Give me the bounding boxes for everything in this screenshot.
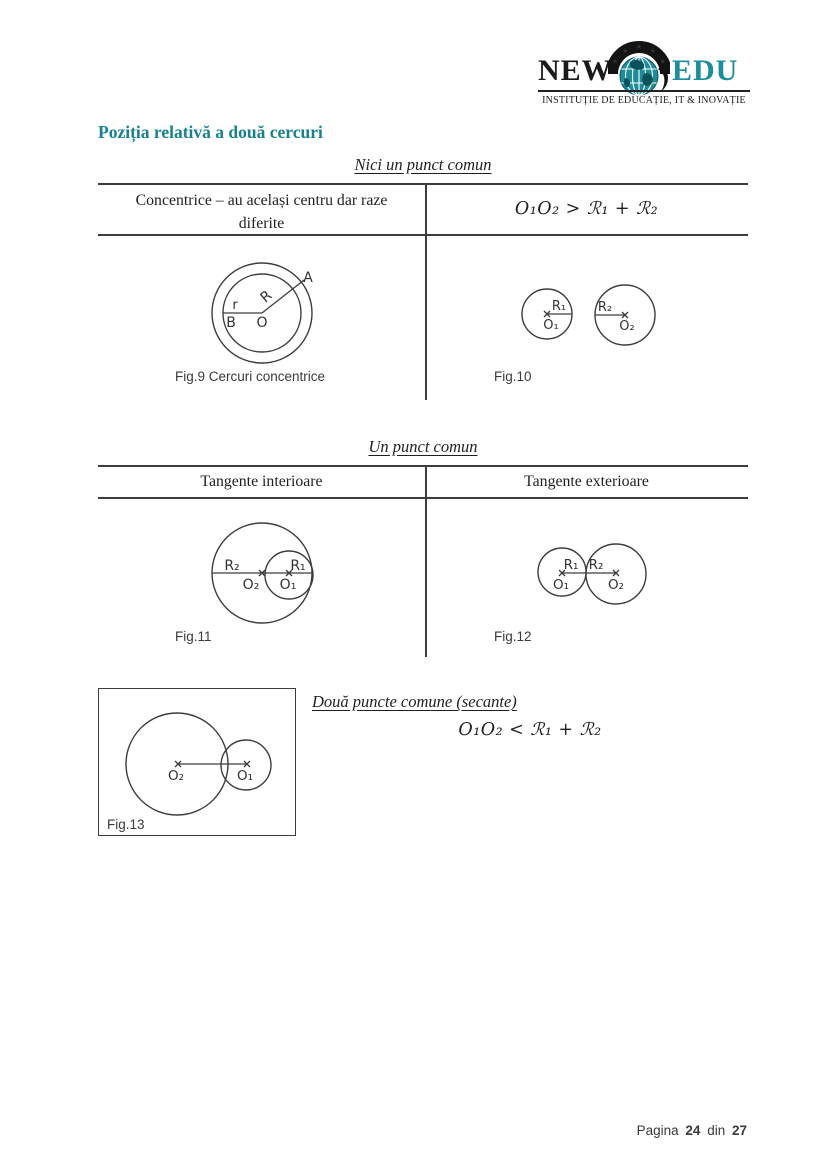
- center-O2-label: O₂: [167, 768, 185, 784]
- fig13-frame: [98, 688, 296, 836]
- radius-R1-label: R₁: [290, 558, 306, 574]
- fig13-secant-circles-diagram: [99, 689, 294, 834]
- table2-header-border: [98, 497, 748, 499]
- formula-distance-less: O₁O₂ < ℛ₁ + ℛ₂: [458, 720, 602, 740]
- table1-top-border: [98, 183, 748, 185]
- center-O1-label: O₁: [552, 577, 570, 593]
- fig11-caption: Fig.11: [175, 629, 212, 644]
- center-O1-label: O₁: [543, 318, 559, 333]
- circle-2: [586, 544, 646, 604]
- radius-r-label: r: [232, 298, 238, 313]
- radius-R2-label: R₂: [597, 300, 613, 315]
- table2-header-right: Tangente exterioare: [524, 473, 649, 490]
- table1-header-left: [98, 189, 425, 235]
- fig11-internal-tangent-diagram: [205, 518, 330, 630]
- star-icon: ★: [621, 46, 629, 55]
- newedu-logo: [538, 26, 750, 108]
- star-icon: ★: [659, 57, 666, 66]
- section-heading-nici-un-punct-comun: Nici un punct comun: [354, 155, 492, 174]
- logo-tagline: INSTITUȚIE DE EDUCAȚIE, IT & INOVAȚIE: [538, 90, 750, 106]
- footer-page-number: 24: [685, 1123, 701, 1138]
- radius-R1-label: R₁: [551, 299, 567, 314]
- point-B-label: B: [226, 315, 236, 331]
- radius-R2-label: R₂: [224, 558, 240, 574]
- table2-header-left: Tangente interioare: [200, 473, 323, 490]
- point-A-label: A: [303, 270, 313, 286]
- fig12-caption: Fig.12: [494, 629, 532, 644]
- page-footer: [637, 1123, 747, 1138]
- globe-crest-icon: [608, 26, 670, 96]
- radius-R2-label: R₂: [588, 557, 604, 573]
- table2-top-border: [98, 465, 748, 467]
- footer-prefix: Pagina: [636, 1123, 679, 1138]
- footer-separator: din: [707, 1123, 726, 1138]
- fig12-external-tangent-diagram: [530, 541, 655, 609]
- table1-header-left-line1: Concentrice – au același centru dar raze: [135, 192, 388, 209]
- radius-R-label: R: [257, 287, 276, 307]
- fig13-caption: Fig.13: [107, 817, 145, 832]
- star-icon: ★: [649, 46, 657, 55]
- section-heading-un-punct-comun: Un punct comun: [368, 437, 478, 456]
- center-O2-label: O₂: [607, 577, 625, 593]
- table1-header-left-line2: diferite: [238, 215, 285, 232]
- center-O1-label: O₁: [236, 768, 254, 784]
- logo-text-new: NEW: [538, 54, 613, 87]
- center-O2-label: O₂: [619, 319, 635, 334]
- radius-R1-label: R₁: [563, 557, 579, 573]
- star-icon: ★: [612, 57, 619, 66]
- center-O-label: O: [256, 315, 268, 331]
- fig9-concentric-circles-diagram: [200, 256, 330, 368]
- center-O2-label: O₂: [242, 577, 260, 593]
- star-icon: ★: [635, 43, 643, 51]
- page-title: Poziția relativă a două cercuri: [98, 122, 323, 142]
- center-O1-label: O₁: [279, 577, 297, 593]
- footer-total-pages: 27: [731, 1123, 747, 1138]
- fig10-caption: Fig.10: [494, 369, 532, 384]
- formula-distance-greater: O₁O₂ > ℛ₁ + ℛ₂: [514, 199, 659, 219]
- section-heading-doua-puncte-comune: Două puncte comune (secante): [312, 692, 517, 711]
- logo-text-edu: EDU: [672, 54, 739, 87]
- fig9-caption: Fig.9 Cercuri concentrice: [175, 369, 326, 384]
- fig10-separate-circles-diagram: [515, 283, 665, 349]
